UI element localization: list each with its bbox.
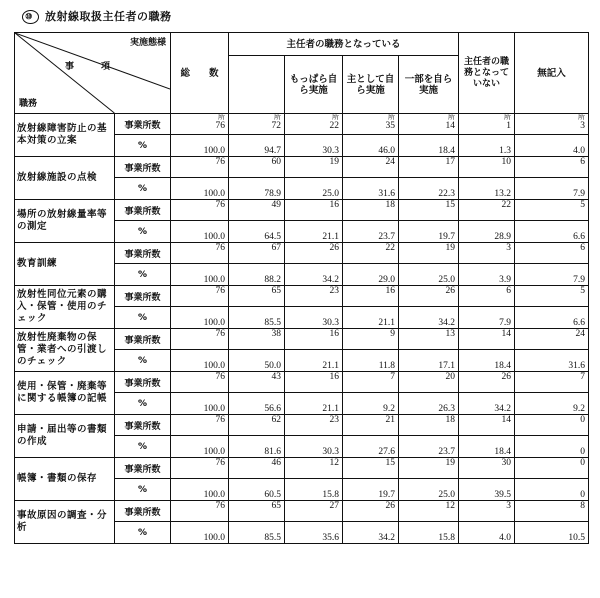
- count-duty-total: [229, 286, 285, 307]
- header-total: 総 数: [171, 33, 229, 114]
- pct-label: %: [115, 307, 171, 329]
- pct-duty-total: 94.7: [229, 135, 285, 157]
- title-text: 放射線取扱主任者の職務: [45, 10, 172, 23]
- pct-sub2: 31.6: [343, 178, 399, 200]
- count-sub1: [285, 329, 343, 350]
- count-not-duty: [459, 286, 515, 307]
- pct-none: 0: [515, 436, 589, 458]
- count-total: [171, 114, 229, 135]
- table-row: [15, 114, 589, 135]
- count-value: 0: [580, 415, 586, 425]
- count-value: 62: [271, 415, 281, 425]
- pct-sub2: 21.1: [343, 307, 399, 329]
- count-value: 76: [215, 121, 225, 131]
- pct-sub2: 23.7: [343, 221, 399, 243]
- count-total: [171, 286, 229, 307]
- count-duty-total: [229, 200, 285, 221]
- count-value: 16: [385, 286, 395, 296]
- count-value: 76: [215, 458, 225, 468]
- pct-duty-total: 64.5: [229, 221, 285, 243]
- count-label: 事業所数: [115, 286, 171, 307]
- count-value: 5: [580, 200, 586, 210]
- pct-sub1: 30.3: [285, 307, 343, 329]
- count-value: 26: [501, 372, 512, 382]
- count-duty-total: [229, 243, 285, 264]
- count-value: 1: [506, 121, 512, 131]
- count-total: [171, 372, 229, 393]
- count-sub2: [343, 458, 399, 479]
- count-duty-total: [229, 329, 285, 350]
- page-title: [22, 8, 172, 24]
- unit-label: 所: [388, 113, 395, 121]
- count-total: [171, 501, 229, 522]
- count-sub1: [285, 372, 343, 393]
- pct-sub3: 25.0: [399, 479, 459, 501]
- count-value: 22: [385, 243, 395, 253]
- count-label: 事業所数: [115, 415, 171, 436]
- pct-total: 100.0: [171, 436, 229, 458]
- count-none: [515, 501, 589, 522]
- count-sub3: [399, 501, 459, 522]
- count-value: 24: [385, 157, 395, 167]
- count-none: [515, 157, 589, 178]
- pct-total: 100.0: [171, 479, 229, 501]
- count-value: 60: [271, 157, 281, 167]
- count-value: 30: [501, 458, 512, 468]
- table-row: [15, 372, 589, 393]
- pct-duty-total: 50.0: [229, 350, 285, 372]
- count-value: 76: [215, 415, 225, 425]
- count-not-duty: [459, 501, 515, 522]
- count-duty-total: [229, 114, 285, 135]
- unit-label: 所: [218, 113, 225, 121]
- count-value: 13: [445, 329, 456, 339]
- duty-label: 帳簿・書類の保存: [15, 458, 115, 501]
- count-sub1: [285, 243, 343, 264]
- pct-total: 100.0: [171, 264, 229, 286]
- count-value: 7: [390, 372, 395, 382]
- pct-not-duty: 34.2: [459, 393, 515, 415]
- pct-not-duty: 3.9: [459, 264, 515, 286]
- count-label: 事業所数: [115, 329, 171, 350]
- count-value: 16: [329, 372, 339, 382]
- table-row: [15, 200, 589, 221]
- count-not-duty: [459, 372, 515, 393]
- count-value: 6: [580, 243, 586, 253]
- count-sub2: [343, 372, 399, 393]
- count-value: 14: [445, 121, 456, 131]
- pct-label: %: [115, 393, 171, 415]
- table-row: [15, 286, 589, 307]
- count-value: 24: [575, 329, 586, 339]
- pct-label: %: [115, 436, 171, 458]
- count-sub2: [343, 415, 399, 436]
- count-total: [171, 243, 229, 264]
- pct-label: %: [115, 221, 171, 243]
- pct-sub2: 27.6: [343, 436, 399, 458]
- count-label: 事業所数: [115, 200, 171, 221]
- pct-label: %: [115, 178, 171, 200]
- pct-sub2: 34.2: [343, 522, 399, 544]
- pct-sub3: 23.7: [399, 436, 459, 458]
- pct-none: 7.9: [515, 178, 589, 200]
- count-not-duty: [459, 243, 515, 264]
- pct-sub1: 21.1: [285, 393, 343, 415]
- pct-none: 10.5: [515, 522, 589, 544]
- pct-total: 100.0: [171, 178, 229, 200]
- corner-top-label: 実施態様: [129, 38, 166, 48]
- count-value: 49: [271, 200, 281, 210]
- count-total: [171, 157, 229, 178]
- count-value: 20: [445, 372, 456, 382]
- pct-sub1: 21.1: [285, 221, 343, 243]
- count-not-duty: [459, 415, 515, 436]
- count-sub2: [343, 157, 399, 178]
- pct-sub1: 15.8: [285, 479, 343, 501]
- count-value: 46: [271, 458, 281, 468]
- count-value: 8: [580, 501, 586, 511]
- count-sub1: [285, 415, 343, 436]
- table-row: [15, 501, 589, 522]
- count-sub3: [399, 415, 459, 436]
- header-sub2: 主として自ら実施: [343, 56, 399, 114]
- pct-sub3: 25.0: [399, 264, 459, 286]
- count-value: 16: [329, 200, 339, 210]
- pct-sub3: 18.4: [399, 135, 459, 157]
- unit-label: 所: [274, 113, 281, 121]
- count-value: 27: [329, 501, 339, 511]
- pct-not-duty: 18.4: [459, 436, 515, 458]
- count-value: 76: [215, 157, 225, 167]
- pct-not-duty: 18.4: [459, 350, 515, 372]
- count-sub2: [343, 329, 399, 350]
- pct-total: 100.0: [171, 350, 229, 372]
- pct-duty-total: 78.9: [229, 178, 285, 200]
- count-value: 67: [271, 243, 281, 253]
- count-total: [171, 329, 229, 350]
- unit-label: 所: [578, 113, 586, 121]
- count-value: 14: [501, 415, 512, 425]
- duties-table: [14, 32, 589, 544]
- count-value: 26: [445, 286, 456, 296]
- count-value: 3: [506, 243, 512, 253]
- count-total: [171, 458, 229, 479]
- count-value: 23: [329, 286, 339, 296]
- pct-sub1: 30.3: [285, 135, 343, 157]
- count-sub3: [399, 114, 459, 135]
- pct-none: 7.9: [515, 264, 589, 286]
- count-label: 事業所数: [115, 458, 171, 479]
- duty-label: 放射性同位元素の購入・保管・使用のチェック: [15, 286, 115, 329]
- header-sub3: 一部を自ら実施: [399, 56, 459, 114]
- pct-duty-total: 60.5: [229, 479, 285, 501]
- count-sub3: [399, 372, 459, 393]
- count-label: 事業所数: [115, 114, 171, 135]
- pct-not-duty: 28.9: [459, 221, 515, 243]
- count-sub2: [343, 286, 399, 307]
- duty-label: 事故原因の調査・分析: [15, 501, 115, 544]
- pct-total: 100.0: [171, 135, 229, 157]
- count-value: 23: [329, 415, 339, 425]
- count-total: [171, 200, 229, 221]
- count-value: 10: [501, 157, 512, 167]
- table-body: [15, 114, 589, 544]
- pct-sub1: 35.6: [285, 522, 343, 544]
- duty-label: 放射線障害防止の基本対策の立案: [15, 114, 115, 157]
- count-none: [515, 329, 589, 350]
- count-value: 3: [506, 501, 512, 511]
- count-sub2: [343, 114, 399, 135]
- header-spacer: [229, 56, 285, 114]
- count-none: [515, 415, 589, 436]
- count-label: 事業所数: [115, 157, 171, 178]
- pct-not-duty: 7.9: [459, 307, 515, 329]
- pct-duty-total: 85.5: [229, 522, 285, 544]
- count-value: 12: [329, 458, 339, 468]
- count-value: 9: [390, 329, 395, 339]
- count-value: 76: [215, 329, 225, 339]
- count-sub1: [285, 458, 343, 479]
- count-value: 26: [329, 243, 339, 253]
- count-value: 3: [580, 121, 586, 131]
- table-row: [15, 243, 589, 264]
- count-none: [515, 243, 589, 264]
- count-value: 19: [445, 458, 456, 468]
- corner-header: [15, 33, 171, 114]
- pct-duty-total: 81.6: [229, 436, 285, 458]
- count-value: 35: [385, 121, 395, 131]
- count-sub3: [399, 200, 459, 221]
- count-value: 72: [271, 121, 281, 131]
- pct-label: %: [115, 264, 171, 286]
- pct-sub3: 15.8: [399, 522, 459, 544]
- count-value: 19: [329, 157, 339, 167]
- count-value: 15: [385, 458, 395, 468]
- count-none: [515, 114, 589, 135]
- pct-not-duty: 4.0: [459, 522, 515, 544]
- pct-none: 9.2: [515, 393, 589, 415]
- pct-not-duty: 13.2: [459, 178, 515, 200]
- count-value: 21: [385, 415, 395, 425]
- pct-sub2: 9.2: [343, 393, 399, 415]
- count-none: [515, 200, 589, 221]
- pct-sub2: 11.8: [343, 350, 399, 372]
- duty-label: 場所の放射線量率等の測定: [15, 200, 115, 243]
- pct-total: 100.0: [171, 221, 229, 243]
- count-not-duty: [459, 114, 515, 135]
- pct-sub3: 26.3: [399, 393, 459, 415]
- pct-none: 31.6: [515, 350, 589, 372]
- pct-sub3: 22.3: [399, 178, 459, 200]
- pct-label: %: [115, 522, 171, 544]
- count-value: 6: [506, 286, 512, 296]
- pct-label: %: [115, 135, 171, 157]
- header-none: 無記入: [515, 33, 589, 114]
- pct-sub1: 34.2: [285, 264, 343, 286]
- count-duty-total: [229, 501, 285, 522]
- count-not-duty: [459, 329, 515, 350]
- pct-sub1: 21.1: [285, 350, 343, 372]
- count-sub3: [399, 286, 459, 307]
- table-row: [15, 329, 589, 350]
- count-sub3: [399, 157, 459, 178]
- unit-label: 所: [504, 113, 512, 121]
- pct-label: %: [115, 479, 171, 501]
- count-sub2: [343, 501, 399, 522]
- table-row: [15, 458, 589, 479]
- table-row: [15, 157, 589, 178]
- count-not-duty: [459, 157, 515, 178]
- header-not-duty: 主任者の職務となっていない: [459, 33, 515, 114]
- count-not-duty: [459, 458, 515, 479]
- pct-total: 100.0: [171, 393, 229, 415]
- count-none: [515, 286, 589, 307]
- count-sub1: [285, 114, 343, 135]
- count-value: 5: [580, 286, 586, 296]
- pct-label: %: [115, 350, 171, 372]
- count-value: 76: [215, 501, 225, 511]
- duty-label: 使用・保管・廃棄等に関する帳簿の記帳: [15, 372, 115, 415]
- count-sub1: [285, 286, 343, 307]
- count-value: 18: [385, 200, 395, 210]
- count-value: 76: [215, 243, 225, 253]
- count-not-duty: [459, 200, 515, 221]
- count-value: 22: [501, 200, 512, 210]
- count-value: 17: [445, 157, 456, 167]
- count-value: 18: [445, 415, 456, 425]
- unit-label: 所: [332, 113, 339, 121]
- count-value: 15: [445, 200, 456, 210]
- count-sub3: [399, 243, 459, 264]
- table-row: [15, 415, 589, 436]
- count-sub2: [343, 200, 399, 221]
- count-value: 19: [445, 243, 456, 253]
- pct-sub1: 25.0: [285, 178, 343, 200]
- count-sub2: [343, 243, 399, 264]
- count-duty-total: [229, 157, 285, 178]
- count-duty-total: [229, 372, 285, 393]
- count-value: 0: [580, 458, 586, 468]
- title-number: ⑩: [22, 10, 39, 24]
- count-value: 38: [271, 329, 281, 339]
- count-none: [515, 458, 589, 479]
- count-value: 43: [271, 372, 281, 382]
- pct-sub2: 46.0: [343, 135, 399, 157]
- duty-label: 教育訓練: [15, 243, 115, 286]
- count-duty-total: [229, 458, 285, 479]
- count-total: [171, 415, 229, 436]
- corner-mid-label: 事 項: [65, 62, 111, 72]
- pct-sub3: 19.7: [399, 221, 459, 243]
- count-value: 16: [329, 329, 339, 339]
- pct-sub3: 34.2: [399, 307, 459, 329]
- pct-not-duty: 1.3: [459, 135, 515, 157]
- pct-none: 0: [515, 479, 589, 501]
- count-value: 65: [271, 286, 281, 296]
- pct-none: 4.0: [515, 135, 589, 157]
- count-value: 22: [329, 121, 339, 131]
- count-value: 76: [215, 200, 225, 210]
- duty-label: 放射線施設の点検: [15, 157, 115, 200]
- count-label: 事業所数: [115, 243, 171, 264]
- pct-duty-total: 85.5: [229, 307, 285, 329]
- corner-bottom-label: 職務: [19, 99, 38, 109]
- count-label: 事業所数: [115, 372, 171, 393]
- pct-total: 100.0: [171, 522, 229, 544]
- count-value: 65: [271, 501, 281, 511]
- pct-total: 100.0: [171, 307, 229, 329]
- count-value: 12: [445, 501, 456, 511]
- pct-none: 6.6: [515, 221, 589, 243]
- pct-none: 6.6: [515, 307, 589, 329]
- count-label: 事業所数: [115, 501, 171, 522]
- header-group: 主任者の職務となっている: [229, 33, 459, 56]
- count-value: 14: [501, 329, 512, 339]
- count-sub1: [285, 200, 343, 221]
- count-none: [515, 372, 589, 393]
- pct-not-duty: 39.5: [459, 479, 515, 501]
- count-sub1: [285, 501, 343, 522]
- pct-duty-total: 88.2: [229, 264, 285, 286]
- count-value: 6: [580, 157, 586, 167]
- count-value: 76: [215, 372, 225, 382]
- count-value: 26: [385, 501, 395, 511]
- pct-sub2: 29.0: [343, 264, 399, 286]
- pct-duty-total: 56.6: [229, 393, 285, 415]
- duty-label: 放射性廃棄物の保管・業者への引渡しのチェック: [15, 329, 115, 372]
- count-value: 7: [580, 372, 586, 382]
- count-sub3: [399, 458, 459, 479]
- count-duty-total: [229, 415, 285, 436]
- unit-label: 所: [448, 113, 456, 121]
- count-sub1: [285, 157, 343, 178]
- duty-label: 申請・届出等の書類の作成: [15, 415, 115, 458]
- header-sub1: もっぱら自ら実施: [285, 56, 343, 114]
- pct-sub2: 19.7: [343, 479, 399, 501]
- pct-sub1: 30.3: [285, 436, 343, 458]
- count-value: 76: [215, 286, 225, 296]
- pct-sub3: 17.1: [399, 350, 459, 372]
- count-sub3: [399, 329, 459, 350]
